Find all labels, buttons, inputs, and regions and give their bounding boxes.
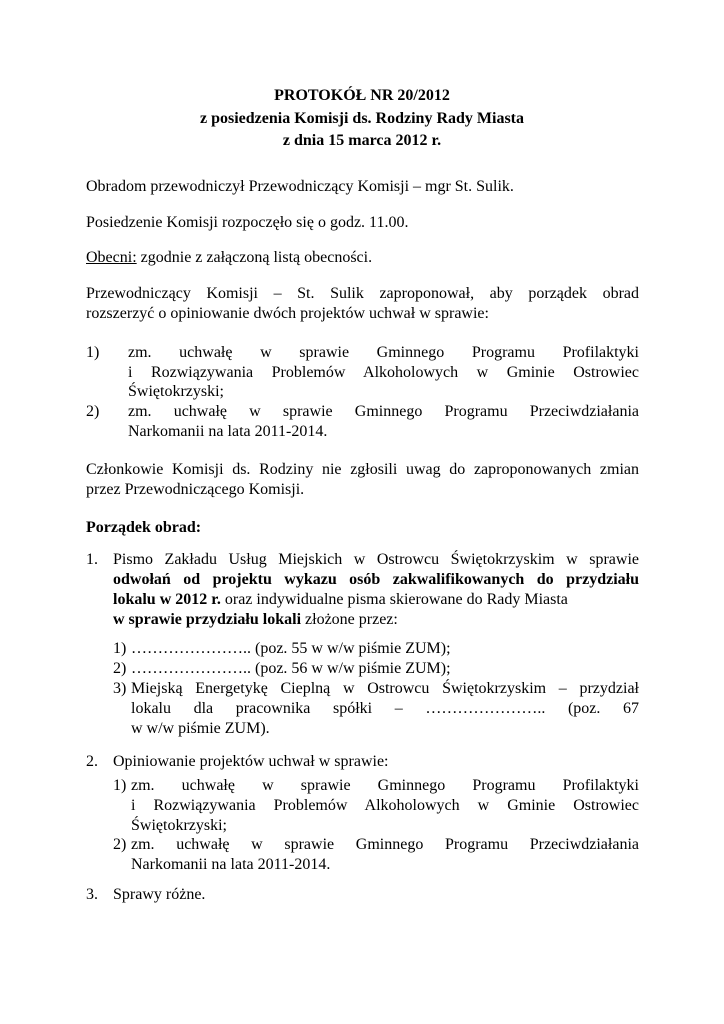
agenda-item-line: Sprawy różne.: [113, 886, 206, 903]
proposal-line: rozszerzyć o opiniowanie dwóch projektów uchwał w sprawie:: [86, 305, 489, 322]
agenda-number: 2.: [86, 753, 98, 770]
sub-item-line: Narkomanii na lata 2011-2014.: [131, 856, 331, 873]
proposal-line: Przewodniczący Komisji – St. Sulik zaproponował, aby porządek obrad: [86, 285, 639, 302]
list-number: 1): [86, 344, 100, 361]
regular-text: oraz indywidualne pisma skierowane do Rady Miasta: [220, 591, 568, 608]
sub-item-line: i Rozwiązywania Problemów Alkoholowych w Gminie Ostrowiec: [131, 797, 639, 814]
agenda-item-line: [113, 590, 639, 610]
document-date: z dnia 15 marca 2012 r.: [282, 132, 442, 149]
chair-paragraph: Obradom przewodniczył Przewodniczący Komisji – mgr St. Sulik.: [86, 178, 514, 195]
sub-number: 2): [113, 836, 127, 853]
list-item-line: Narkomanii na lata 2011-2014.: [128, 423, 328, 440]
list-item-line: zm. uchwałę w sprawie Gminnego Programu Przeciwdziałania: [128, 403, 639, 420]
agenda-number: 1.: [86, 551, 98, 568]
objections-line: przez Przewodniczącego Komisji.: [86, 481, 305, 498]
sub-item-line: ………………….. (poz. 56 w w/w piśmie ZUM);: [131, 660, 451, 677]
sub-number: 2): [113, 660, 127, 677]
regular-text: złożone przez:: [301, 611, 398, 628]
sub-number: 1): [113, 640, 127, 657]
list-number: 2): [86, 403, 100, 420]
agenda-number: 3.: [86, 886, 98, 903]
sub-item-line: zm. uchwałę w sprawie Gminnego Programu Profilaktyki: [131, 777, 639, 794]
present-text: zgodnie z załączoną listą obecności.: [136, 249, 373, 266]
sub-item-line: Miejską Energetykę Cieplną w Ostrowcu Świętokrzyskim – przydział: [131, 680, 639, 697]
document-subtitle: z posiedzenia Komisji ds. Rodziny Rady Miasta: [199, 110, 524, 127]
sub-item-line: lokalu dla pracownika spółki – ………………….. (poz. 67: [131, 700, 639, 717]
agenda-item-line: Opiniowanie projektów uchwał w sprawie:: [113, 753, 389, 770]
bold-text: w sprawie przydziału lokali: [113, 611, 302, 628]
list-item-line: zm. uchwałę w sprawie Gminnego Programu Profilaktyki: [128, 344, 639, 361]
document-title: PROTOKÓŁ NR 20/2012: [274, 87, 450, 104]
agenda-item-line: [113, 610, 398, 630]
sub-number: 1): [113, 777, 127, 794]
sub-item-line: zm. uchwałę w sprawie Gminnego Programu Przeciwdziałania: [131, 836, 639, 853]
sub-item-line: Świętokrzyski;: [131, 817, 227, 834]
list-item-line: Świętokrzyski;: [128, 383, 224, 400]
sub-number: 3): [113, 680, 127, 697]
sub-item-line: ………………….. (poz. 55 w w/w piśmie ZUM);: [131, 640, 451, 657]
list-item-line: i Rozwiązywania Problemów Alkoholowych w Gminie Ostrowiec: [128, 364, 639, 381]
agenda-item-line: odwołań od projektu wykazu osób zakwalifikowanych do przydziału: [113, 571, 639, 588]
agenda-item-line: Pismo Zakładu Usług Miejskich w Ostrowcu Świętokrzyskim w sprawie: [113, 551, 639, 568]
sub-item-line: w w/w piśmie ZUM).: [131, 720, 270, 737]
present-label: Obecni:: [86, 249, 137, 266]
start-paragraph: Posiedzenie Komisji rozpoczęło się o godz. 11.00.: [86, 214, 409, 231]
bold-text: lokalu w 2012 r.: [113, 591, 221, 608]
present-paragraph: [86, 248, 639, 268]
objections-line: Członkowie Komisji ds. Rodziny nie zgłosili uwag do zaproponowanych zmian: [86, 461, 639, 478]
agenda-heading: Porządek obrad:: [86, 519, 202, 536]
